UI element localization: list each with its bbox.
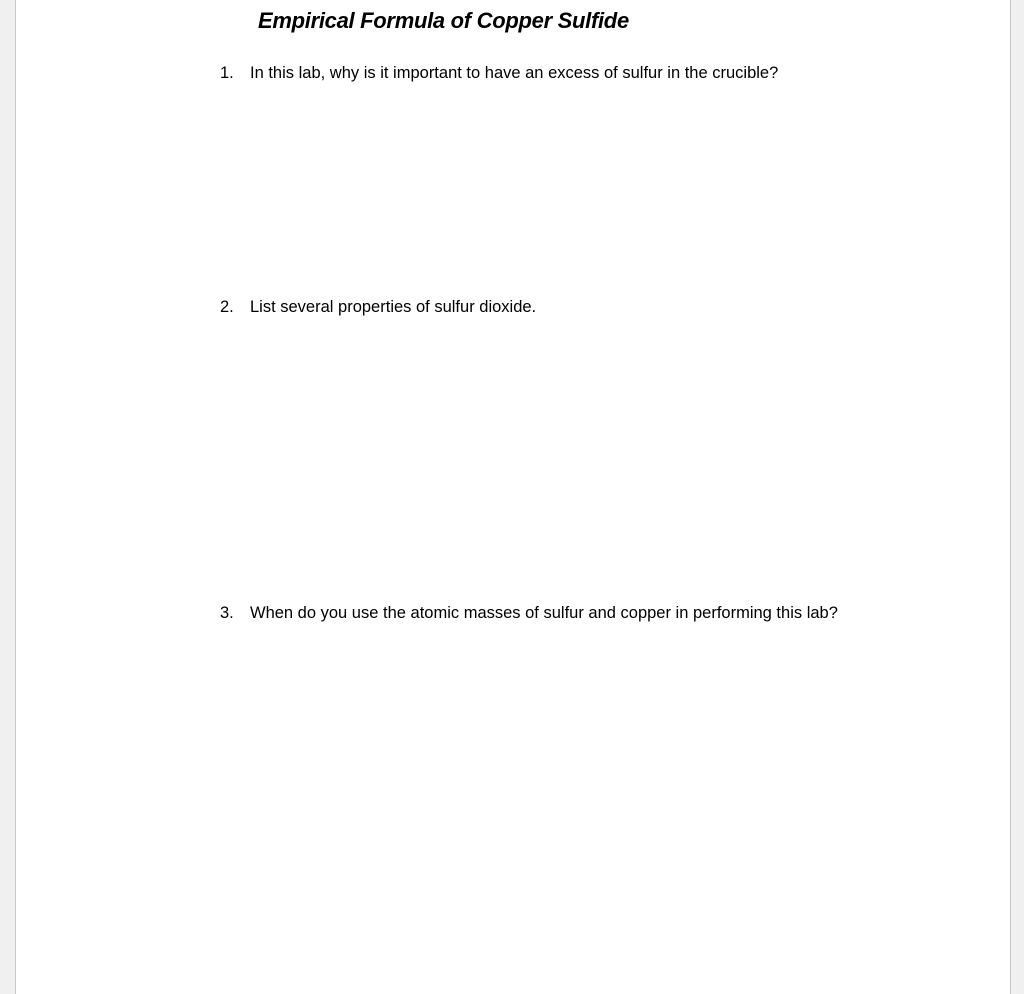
question-text: In this lab, why is it important to have an excess of sulfur in the crucible? bbox=[250, 64, 779, 82]
question-number: 1. bbox=[220, 64, 234, 82]
document-title: Empirical Formula of Copper Sulfide bbox=[258, 8, 629, 33]
question-text: List several properties of sulfur dioxide. bbox=[250, 298, 537, 316]
document-page bbox=[15, 0, 1011, 994]
question-number: 3. bbox=[220, 604, 234, 622]
question-text: When do you use the atomic masses of sulfur and copper in performing this lab? bbox=[250, 604, 838, 622]
question-number: 2. bbox=[220, 298, 234, 316]
